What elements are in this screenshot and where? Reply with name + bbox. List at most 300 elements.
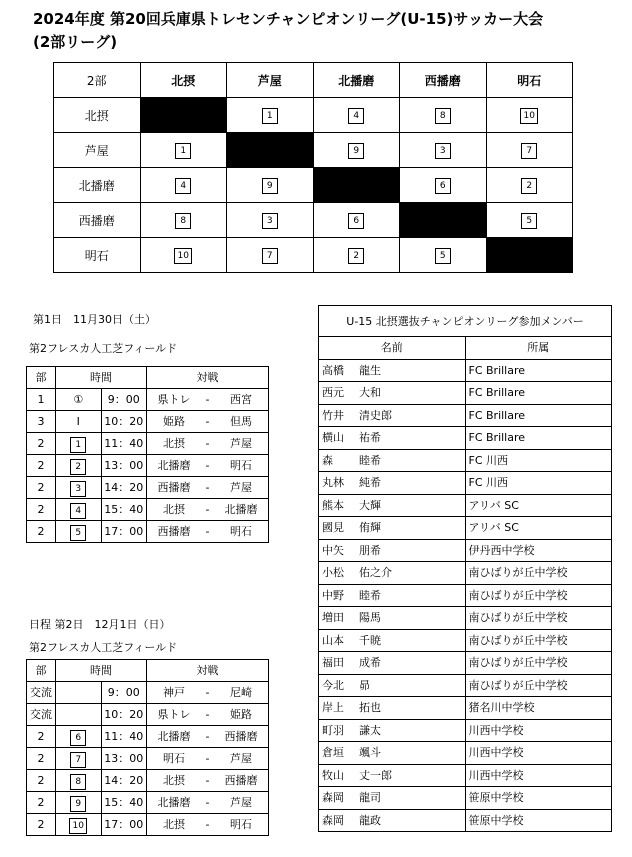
- away-team: 芦屋: [230, 437, 252, 450]
- home-team: 北播磨: [157, 730, 191, 743]
- member-name: [319, 764, 466, 787]
- match-no-cell: [56, 521, 102, 543]
- given-name: 朋希: [359, 543, 381, 557]
- member-row: [319, 449, 612, 472]
- away-team: 芦屋: [230, 796, 252, 809]
- league-col-team: 芦屋: [227, 63, 314, 98]
- family-name: 中矢: [322, 543, 344, 557]
- match-line: [147, 455, 268, 476]
- family-name: 小松: [322, 566, 344, 580]
- match-number: 3: [435, 143, 451, 159]
- member-row: [319, 404, 612, 427]
- league-row-team: 芦屋: [54, 133, 141, 168]
- kickoff-time: 17：00: [101, 521, 147, 543]
- match-number: 5: [435, 248, 451, 264]
- day1-schedule-table: [26, 366, 269, 543]
- league-cell: [400, 98, 487, 133]
- member-col-name: 名前: [319, 337, 466, 360]
- day2-heading: 日程 第2日 12月1日（日）: [29, 618, 171, 631]
- member-row: [319, 517, 612, 540]
- match-number: 5: [521, 213, 537, 229]
- league-cell: [400, 238, 487, 273]
- match-number: 2: [521, 178, 537, 194]
- member-name: [319, 674, 466, 697]
- member-row: [319, 562, 612, 585]
- day1-heading: 第1日 11月30日（土）: [33, 313, 156, 326]
- member-title-row: [319, 306, 612, 337]
- versus-dash: -: [205, 818, 210, 831]
- member-header-row: [319, 337, 612, 360]
- league-cell: [486, 168, 573, 203]
- league-self-cell: [227, 133, 314, 168]
- match-line: [147, 726, 268, 747]
- given-name: 祐希: [359, 431, 381, 445]
- member-name: [319, 584, 466, 607]
- match-number: 3: [70, 481, 86, 497]
- kickoff-time: 9：00: [101, 682, 147, 704]
- away-team: 西播磨: [224, 730, 258, 743]
- schedule-row: [27, 521, 269, 543]
- home-team: 明石: [163, 752, 185, 765]
- member-name: [319, 652, 466, 675]
- league-col-team: 西播磨: [400, 63, 487, 98]
- home-team: 北摂: [163, 818, 185, 831]
- league-cell: [486, 98, 573, 133]
- family-name: 中野: [322, 588, 344, 602]
- member-name: [319, 787, 466, 810]
- member-name: [319, 629, 466, 652]
- league-row: [54, 203, 573, 238]
- league-row-team: 北摂: [54, 98, 141, 133]
- league-header-row: [54, 63, 573, 98]
- match-number: 10: [520, 108, 538, 124]
- member-row: [319, 629, 612, 652]
- member-affiliation: FC Brillare: [465, 404, 612, 427]
- family-name: 竹井: [322, 408, 344, 422]
- match-cell: [147, 411, 269, 433]
- match-line: [147, 770, 268, 791]
- match-cell: [147, 704, 269, 726]
- kickoff-time: 13：00: [101, 455, 147, 477]
- member-affiliation: 南ひばりが丘中学校: [465, 562, 612, 585]
- match-number: 8: [70, 774, 86, 790]
- member-name: [319, 494, 466, 517]
- schedule-row: [27, 682, 269, 704]
- member-affiliation: FC Brillare: [465, 382, 612, 405]
- member-name: [319, 742, 466, 765]
- league-col-team: 北播磨: [313, 63, 400, 98]
- member-row: [319, 674, 612, 697]
- given-name: 謙太: [359, 723, 381, 737]
- match-number: 4: [175, 178, 191, 194]
- away-team: 明石: [230, 525, 252, 538]
- member-affiliation: FC Brillare: [465, 359, 612, 382]
- member-affiliation: 南ひばりが丘中学校: [465, 629, 612, 652]
- match-cell: [147, 770, 269, 792]
- title-line-1: 2024年度 第20回兵庫県トレセンチャンピオンリーグ(U-15)サッカー大会: [33, 10, 544, 28]
- match-number: 4: [348, 108, 364, 124]
- given-name: 清史郎: [359, 408, 392, 422]
- member-affiliation: アリバ SC: [465, 517, 612, 540]
- col-division: 部: [27, 367, 56, 389]
- member-affiliation: 猪名川中学校: [465, 697, 612, 720]
- page-title: [33, 8, 613, 54]
- member-row: [319, 787, 612, 810]
- match-number: 1: [262, 108, 278, 124]
- member-table-title: U-15 北摂選抜チャンピオンリーグ参加メンバー: [319, 306, 612, 337]
- home-team: 県トレ: [157, 393, 191, 406]
- league-row: [54, 133, 573, 168]
- member-name: [319, 472, 466, 495]
- league-col-team: 北摂: [140, 63, 227, 98]
- family-name: 森岡: [322, 791, 344, 805]
- match-number: 3: [262, 213, 278, 229]
- division-cell: 2: [27, 770, 56, 792]
- schedule-row: [27, 704, 269, 726]
- member-name: [319, 607, 466, 630]
- member-affiliation: 南ひばりが丘中学校: [465, 607, 612, 630]
- member-row: [319, 539, 612, 562]
- match-line: [147, 814, 268, 835]
- match-line: [147, 704, 268, 725]
- member-row: [319, 742, 612, 765]
- kickoff-time: 15：40: [101, 499, 147, 521]
- family-name: 岸上: [322, 701, 344, 715]
- league-cell: [227, 98, 314, 133]
- match-no-cell: [56, 477, 102, 499]
- day2-venue: 第2フレスカ人工芝フィールド: [29, 641, 178, 654]
- league-row-team: 明石: [54, 238, 141, 273]
- away-team: 北播磨: [224, 503, 258, 516]
- kickoff-time: 11：40: [101, 433, 147, 455]
- versus-dash: -: [205, 708, 210, 721]
- match-line: [147, 411, 268, 432]
- family-name: 横山: [322, 431, 344, 445]
- away-team: 明石: [230, 459, 252, 472]
- match-no-cell: [56, 814, 102, 836]
- member-name: [319, 517, 466, 540]
- kickoff-time: 11：40: [101, 726, 147, 748]
- member-affiliation: 川西中学校: [465, 764, 612, 787]
- division-cell: 2: [27, 814, 56, 836]
- kickoff-time: 15：40: [101, 792, 147, 814]
- league-cell: [140, 238, 227, 273]
- member-row: [319, 584, 612, 607]
- match-number: 6: [348, 213, 364, 229]
- league-grid: [53, 62, 573, 273]
- home-team: 神戸: [163, 686, 185, 699]
- match-no-cell: [56, 770, 102, 792]
- kickoff-time: 14：20: [101, 770, 147, 792]
- league-corner: 2部: [54, 63, 141, 98]
- home-team: 西播磨: [157, 481, 191, 494]
- match-line: [147, 477, 268, 498]
- kickoff-time: 10：20: [101, 704, 147, 726]
- league-cell: [400, 168, 487, 203]
- family-name: 熊本: [322, 498, 344, 512]
- away-team: 西播磨: [224, 774, 258, 787]
- away-team: 芦屋: [230, 752, 252, 765]
- match-no-cell: [56, 455, 102, 477]
- match-line: [147, 433, 268, 454]
- division-cell: 3: [27, 411, 56, 433]
- member-name: [319, 404, 466, 427]
- member-row: [319, 359, 612, 382]
- family-name: 倉垣: [322, 746, 344, 760]
- match-cell: [147, 814, 269, 836]
- kickoff-time: 13：00: [101, 748, 147, 770]
- member-row: [319, 607, 612, 630]
- match-number: 6: [70, 730, 86, 746]
- match-number: 1: [70, 437, 86, 453]
- match-no-cell: [56, 682, 102, 704]
- schedule-row: [27, 455, 269, 477]
- family-name: 福田: [322, 656, 344, 670]
- league-row-team: 北播磨: [54, 168, 141, 203]
- division-cell: 2: [27, 455, 56, 477]
- family-name: 牧山: [322, 768, 344, 782]
- match-cell: [147, 682, 269, 704]
- member-affiliation: FC 川西: [465, 449, 612, 472]
- day2-schedule-table: [26, 659, 269, 836]
- match-number: 1: [175, 143, 191, 159]
- match-number: 7: [521, 143, 537, 159]
- league-self-cell: [400, 203, 487, 238]
- match-number: 9: [262, 178, 278, 194]
- division-cell: 2: [27, 748, 56, 770]
- match-number: 5: [70, 525, 86, 541]
- kickoff-time: 14：20: [101, 477, 147, 499]
- day1-venue: 第2フレスカ人工芝フィールド: [29, 342, 178, 355]
- family-name: 國見: [322, 521, 344, 535]
- match-number: 7: [70, 752, 86, 768]
- schedule-row: [27, 499, 269, 521]
- member-affiliation: 川西中学校: [465, 719, 612, 742]
- family-name: 西元: [322, 386, 344, 400]
- league-cell: [486, 133, 573, 168]
- match-number: 10: [174, 248, 192, 264]
- member-name: [319, 719, 466, 742]
- given-name: 拓也: [359, 701, 381, 715]
- given-name: 龍政: [359, 813, 381, 827]
- member-row: [319, 764, 612, 787]
- division-cell: 交流: [27, 682, 56, 704]
- given-name: 昴: [359, 678, 370, 692]
- match-no-cell: [56, 726, 102, 748]
- home-team: 北摂: [163, 503, 185, 516]
- member-row: [319, 427, 612, 450]
- member-name: [319, 449, 466, 472]
- match-number: 8: [175, 213, 191, 229]
- member-affiliation: 南ひばりが丘中学校: [465, 584, 612, 607]
- versus-dash: -: [205, 774, 210, 787]
- member-affiliation: アリバ SC: [465, 494, 612, 517]
- given-name: 純希: [359, 476, 381, 490]
- schedule-row: [27, 389, 269, 411]
- family-name: 森: [322, 453, 333, 467]
- versus-dash: -: [205, 481, 210, 494]
- league-cell: [227, 203, 314, 238]
- match-number: 9: [348, 143, 364, 159]
- member-affiliation: 笹原中学校: [465, 809, 612, 832]
- given-name: 佑之介: [359, 566, 392, 580]
- given-name: 睦希: [359, 588, 381, 602]
- match-no-cell: [56, 411, 102, 433]
- match-cell: [147, 433, 269, 455]
- versus-dash: -: [205, 393, 210, 406]
- league-cell: [140, 203, 227, 238]
- family-name: 森岡: [322, 813, 344, 827]
- league-cell: [313, 238, 400, 273]
- home-team: 北播磨: [157, 796, 191, 809]
- versus-dash: -: [205, 752, 210, 765]
- away-team: 西宮: [230, 393, 252, 406]
- member-row: [319, 472, 612, 495]
- match-cell: [147, 389, 269, 411]
- league-row: [54, 98, 573, 133]
- versus-dash: -: [205, 503, 210, 516]
- match-no-cell: [56, 499, 102, 521]
- member-row: [319, 719, 612, 742]
- kickoff-time: 9：00: [101, 389, 147, 411]
- given-name: 大輝: [359, 498, 381, 512]
- league-self-cell: [313, 168, 400, 203]
- member-name: [319, 697, 466, 720]
- member-name: [319, 359, 466, 382]
- division-cell: 2: [27, 521, 56, 543]
- match-no-cell: [56, 389, 102, 411]
- match-cell: [147, 455, 269, 477]
- match-number: 2: [70, 459, 86, 475]
- member-affiliation: 笹原中学校: [465, 787, 612, 810]
- member-name: [319, 382, 466, 405]
- versus-dash: -: [205, 730, 210, 743]
- member-name: [319, 562, 466, 585]
- away-team: 但馬: [230, 415, 252, 428]
- league-cell: [227, 168, 314, 203]
- col-time: 時間: [56, 367, 147, 389]
- match-number: 7: [262, 248, 278, 264]
- versus-dash: -: [205, 796, 210, 809]
- division-cell: 2: [27, 477, 56, 499]
- member-affiliation: FC 川西: [465, 472, 612, 495]
- versus-dash: -: [205, 525, 210, 538]
- schedule-header-row: [27, 660, 269, 682]
- given-name: 龍司: [359, 791, 381, 805]
- league-cell: [313, 203, 400, 238]
- given-name: 颯斗: [359, 746, 381, 760]
- home-team: 北播磨: [157, 459, 191, 472]
- match-line: [147, 521, 268, 542]
- match-no-cell: [56, 748, 102, 770]
- away-team: 尼崎: [230, 686, 252, 699]
- league-cell: [140, 133, 227, 168]
- league-cell: [313, 98, 400, 133]
- away-team: 芦屋: [230, 481, 252, 494]
- match-line: [147, 792, 268, 813]
- member-affiliation: 南ひばりが丘中学校: [465, 674, 612, 697]
- col-match: 対戦: [147, 367, 269, 389]
- match-line: [147, 499, 268, 520]
- col-division: 部: [27, 660, 56, 682]
- title-line-2: (2部リーグ): [33, 33, 118, 51]
- match-number: 10: [69, 818, 87, 834]
- division-cell: 2: [27, 433, 56, 455]
- league-row: [54, 238, 573, 273]
- match-number: 8: [435, 108, 451, 124]
- division-cell: 交流: [27, 704, 56, 726]
- league-cell: [400, 133, 487, 168]
- match-line: [147, 748, 268, 769]
- schedule-row: [27, 770, 269, 792]
- match-line: [147, 389, 268, 410]
- league-self-cell: [140, 98, 227, 133]
- schedule-row: [27, 726, 269, 748]
- league-col-team: 明石: [486, 63, 573, 98]
- member-table: [318, 305, 612, 832]
- match-number: Ⅰ: [76, 415, 80, 428]
- family-name: 山本: [322, 633, 344, 647]
- schedule-header-row: [27, 367, 269, 389]
- away-team: 姫路: [230, 708, 252, 721]
- division-cell: 2: [27, 792, 56, 814]
- schedule-row: [27, 748, 269, 770]
- match-line: [147, 682, 268, 703]
- match-number: ①: [73, 393, 84, 406]
- league-cell: [313, 133, 400, 168]
- schedule-row: [27, 814, 269, 836]
- col-match: 対戦: [147, 660, 269, 682]
- kickoff-time: 17：00: [101, 814, 147, 836]
- given-name: 睦希: [359, 453, 381, 467]
- member-row: [319, 494, 612, 517]
- versus-dash: -: [205, 415, 210, 428]
- schedule-row: [27, 433, 269, 455]
- match-cell: [147, 521, 269, 543]
- league-cell: [486, 203, 573, 238]
- home-team: 北摂: [163, 437, 185, 450]
- col-time: 時間: [56, 660, 147, 682]
- given-name: 侑輝: [359, 521, 381, 535]
- given-name: 大和: [359, 386, 381, 400]
- member-name: [319, 539, 466, 562]
- member-col-affil: 所属: [465, 337, 612, 360]
- schedule-row: [27, 792, 269, 814]
- match-cell: [147, 726, 269, 748]
- division-cell: 2: [27, 499, 56, 521]
- match-cell: [147, 499, 269, 521]
- home-team: 姫路: [163, 415, 185, 428]
- member-name: [319, 809, 466, 832]
- member-affiliation: 伊丹西中学校: [465, 539, 612, 562]
- family-name: 町羽: [322, 723, 344, 737]
- match-cell: [147, 748, 269, 770]
- member-row: [319, 809, 612, 832]
- home-team: 西播磨: [157, 525, 191, 538]
- match-cell: [147, 477, 269, 499]
- versus-dash: -: [205, 437, 210, 450]
- member-row: [319, 697, 612, 720]
- division-cell: 2: [27, 726, 56, 748]
- match-no-cell: [56, 433, 102, 455]
- given-name: 丈一郎: [359, 768, 392, 782]
- given-name: 千暁: [359, 633, 381, 647]
- member-row: [319, 652, 612, 675]
- division-cell: 1: [27, 389, 56, 411]
- kickoff-time: 10：20: [101, 411, 147, 433]
- family-name: 高橋: [322, 363, 344, 377]
- home-team: 北摂: [163, 774, 185, 787]
